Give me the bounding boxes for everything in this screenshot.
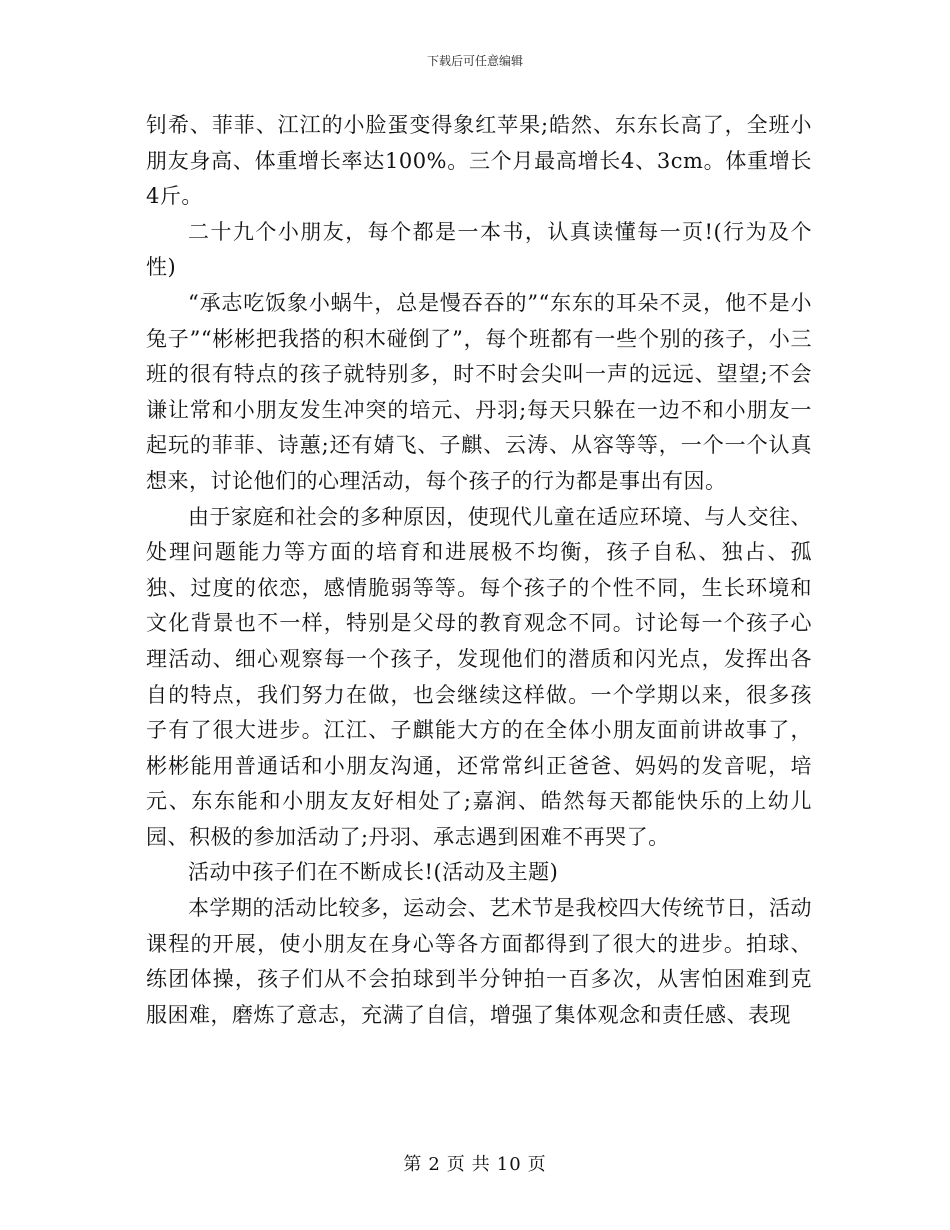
footer-current-page: 2 <box>428 1154 441 1175</box>
paragraph-3: “承志吃饭象小蜗牛，总是慢吞吞的”“东东的耳朵不灵，他不是小兔子”“彬彬把我搭的积木碰倒了”，每个班都有一些个别的孩子，小三班的很有特点的孩子就特别多，时不时会尖叫一声的远远、望望;不会谦让常和小朋友发生冲突的培元、丹羽;每天只躲在一边不和小朋友一起玩的菲菲、诗蕙;还有婧飞、子麒、云涛、从容等等，一个一个认真想来，讨论他们的心理活动，每个孩子的行为都是事出有因。 <box>146 290 812 493</box>
footer-total-pages: 10 <box>496 1154 522 1175</box>
paragraph-5-heading: 活动中孩子们在不断成长!(活动及主题) <box>188 860 559 885</box>
page-header: 下载后可任意编辑 <box>426 54 523 68</box>
footer-total-unit: 页 <box>527 1154 547 1175</box>
paragraph-1: 钊希、菲菲、江江的小脸蛋变得象红苹果;皓然、东东长高了，全班小朋友身高、体重增长率达100%。三个月最高增长4、3cm。体重增长4斤。 <box>146 113 812 209</box>
page-footer <box>0 1154 950 1176</box>
paragraph-2: 二十九个小朋友，每个都是一本书，认真读懂每一页!(行为及个性) <box>146 219 812 280</box>
document-body <box>146 108 812 1033</box>
footer-page-label: 第 <box>403 1154 423 1175</box>
footer-total-label: 共 <box>471 1154 491 1175</box>
footer-page-unit: 页 <box>446 1154 466 1175</box>
paragraph-4: 由于家庭和社会的多种原因，使现代儿童在适应环境、与人交往、处理问题能力等方面的培育和进展极不均衡，孩子自私、独占、孤独、过度的依恋，感情脆弱等等。每个孩子的个性不同，生长环境和文化背景也不一样，特别是父母的教育观念不同。讨论每一个孩子心理活动、细心观察每一个孩子，发现他们的潜质和闪光点，发挥出各自的特点，我们努力在做，也会继续这样做。一个学期以来，很多孩子有了很大进步。江江、子麒能大方的在全体小朋友面前讲故事了，彬彬能用普通话和小朋友沟通，还常常纠正爸爸、妈妈的发音呢，培元、东东能和小朋友友好相处了;嘉润、皓然每天都能快乐的上幼儿园、积极的参加活动了;丹羽、承志遇到困难不再哭了。 <box>146 504 812 849</box>
paragraph-6: 本学期的活动比较多，运动会、艺术节是我校四大传统节日，活动课程的开展，使小朋友在身心等各方面都得到了很大的进步。拍球、练团体操，孩子们从不会拍球到半分钟拍一百多次，从害怕困难到克服困难，磨炼了意志，充满了自信，增强了集体观念和责任感、表现 <box>146 896 812 1027</box>
